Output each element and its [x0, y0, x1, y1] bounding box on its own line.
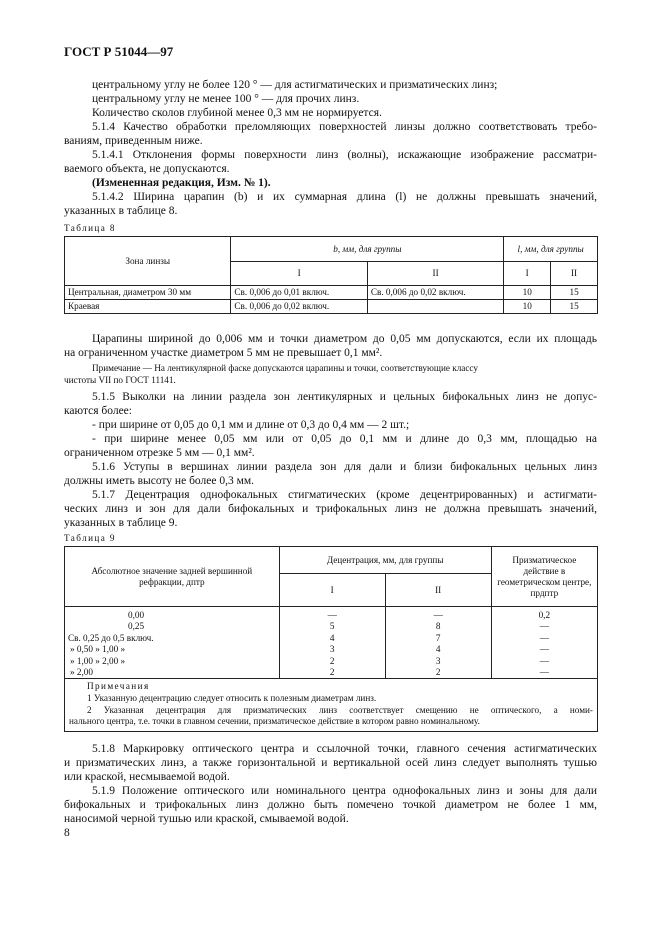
table-8: [64, 236, 598, 314]
table9-refraction-header: Абсолютное значение задней вершинной рефракции, дптр: [65, 547, 280, 607]
paragraph: должны иметь высоту не более 0,3 мм.: [64, 475, 255, 487]
table9-caption: Таблица 9: [64, 533, 116, 543]
paragraph: 5.1.7 Децентрация однофокальных стигматических (кроме децентрированных) и астигмати-: [92, 489, 597, 501]
table-cell: —: [539, 655, 549, 666]
table-row: [65, 300, 598, 314]
table8-b-group2: II: [367, 262, 503, 286]
table8-b-group1: I: [231, 262, 367, 286]
paragraph: 5.1.4.1 Отклонения формы поверхности линз (волны), искажающие изображение рассматри-: [92, 149, 597, 161]
table-cell: 3: [329, 644, 335, 655]
table9-group1: I: [279, 574, 385, 607]
paragraph: наносимой черной тушью или краской, смываемой водой.: [64, 813, 349, 825]
list-item: - при ширине менее 0,05 мм или от 0,05 до 0,1 мм и длине до 0,3 мм, площадью на: [92, 433, 597, 445]
document-header: ГОСТ Р 51044—97: [64, 44, 174, 59]
table-cell: —: [433, 610, 443, 620]
note: чистоты VII по ГОСТ 11141.: [64, 375, 176, 385]
table8-cell: 15: [551, 286, 598, 300]
paragraph: на ограниченном участке диаметром 5 мм не превышает 0,1 мм².: [64, 347, 383, 359]
page-number: 8: [64, 827, 70, 839]
table-cell: » 0,50 » 1,00 »: [70, 644, 126, 655]
table-cell: 2: [435, 667, 441, 678]
table9-group2: II: [385, 574, 491, 607]
paragraph: ваниям, приведенным ниже.: [64, 135, 203, 147]
table-cell: 3: [435, 655, 441, 666]
paragraph: 5.1.6 Уступы в вершинах линии раздела зон для дали и близи бифокальных цельных линз: [92, 461, 597, 473]
table-cell: 2: [329, 667, 335, 678]
table-cell: Св. 0,25 до 0,5 включ.: [68, 632, 154, 643]
paragraph: указанных в таблице 9.: [64, 517, 178, 529]
table9-refraction-cell: [65, 607, 280, 679]
paragraph: 5.1.9 Положение оптического или номинального центра однофокальных линз и зоны для дали: [92, 785, 597, 797]
table-cell: 0,25: [128, 621, 145, 632]
paragraph: ограниченном отрезке 5 мм — 0,1 мм².: [64, 447, 255, 459]
table-cell: » 1,00 » 2,00 »: [70, 655, 126, 666]
table-cell: 8: [435, 621, 441, 632]
paragraph: каются более:: [64, 405, 132, 417]
table9-notes-cell: [65, 679, 598, 731]
paragraph: Количество сколов глубиной менее 0,3 мм не нормируется.: [92, 107, 382, 119]
table9-prism-cell: [491, 607, 597, 679]
paragraph: 5.1.8 Маркировку оптического центра и ссылочной точки, главного сечения астигматических: [92, 743, 597, 755]
table-row: [65, 286, 598, 300]
table-cell: —: [327, 610, 337, 620]
table-cell: 5: [329, 621, 335, 632]
table-cell: 0,00: [128, 610, 145, 620]
amendment-note: (Измененная редакция, Изм. № 1).: [92, 177, 271, 189]
table-cell: 2: [329, 655, 335, 666]
table8-l-group1: I: [504, 262, 551, 286]
table-cell: —: [539, 667, 549, 678]
notes-title: Примечания: [87, 681, 150, 692]
paragraph: Царапины шириной до 0,006 мм и точки диаметром до 0,05 мм допускаются, если их площадь: [92, 333, 597, 345]
table8-cell: Св. 0,006 до 0,02 включ.: [367, 286, 503, 300]
table8-zone-header: Зона линзы: [65, 237, 231, 286]
table8-l-group2: II: [551, 262, 598, 286]
paragraph: ческих линз и зон для дали бифокальных и трифокальных линз не должна превышать значений,: [64, 503, 597, 515]
table8-l-header: l, мм, для группы: [504, 237, 598, 262]
table8-cell: 15: [551, 300, 598, 314]
table-cell: 4: [435, 644, 441, 655]
paragraph: 5.1.4 Качество обработки преломляющих поверхностей линзы должно соответствовать требо-: [92, 121, 597, 133]
table-cell: —: [539, 632, 549, 643]
table9-prism-header: Призматическое действие в геометрическом центре, прдптр: [491, 547, 597, 607]
table8-b-header: b, мм, для группы: [231, 237, 504, 262]
table8-cell: [367, 300, 503, 314]
table-cell: » 2,00: [70, 667, 93, 678]
table9-dec2-cell: [385, 607, 491, 679]
table8-cell: 10: [504, 286, 551, 300]
paragraph: или краской, несмываемой водой.: [64, 771, 230, 783]
table8-cell: 10: [504, 300, 551, 314]
table9-notes-row: [65, 679, 598, 731]
paragraph: 5.1.4.2 Ширина царапин (b) и их суммарная длина (l) не должны превышать значений,: [92, 191, 597, 203]
paragraph: и призматических линз, а также горизонтальной и вертикальной осей линз следует выполнять тушью: [64, 757, 597, 769]
table-cell: —: [539, 644, 549, 655]
note: нального центра, т.е. точки в главном сечении, призматическое действие в котором равно номинальному.: [69, 716, 480, 727]
table-cell: 7: [435, 632, 441, 643]
list-item: - при ширине от 0,05 до 0,1 мм и длине от 0,3 до 0,4 мм — 2 шт.;: [92, 419, 410, 431]
note: 1 Указанную децентрацию следует относить к полезным диаметрам линз.: [87, 693, 377, 704]
table-cell: —: [539, 621, 549, 632]
table-cell: 0,2: [538, 610, 551, 620]
paragraph: центральному углу не более 120 ° — для астигматических и призматических линз;: [92, 79, 498, 91]
table-9: [64, 546, 598, 732]
paragraph: ваемого объекта, не допускаются.: [64, 163, 230, 175]
paragraph: центральному углу не менее 100 ° — для прочих линз.: [92, 93, 360, 105]
note: Примечание — На лентикулярной фаске допускаются царапины и точки, соответствующие классу: [92, 363, 478, 373]
note: 2 Указанная децентрация для призматических линз соответствует смещению не оптического, а номи-: [87, 704, 593, 715]
table8-cell: Краевая: [65, 300, 231, 314]
table9-dec1-cell: [279, 607, 385, 679]
paragraph: 5.1.5 Выколки на линии раздела зон лентикулярных и цельных бифокальных линз не допус-: [92, 391, 597, 403]
paragraph: бифокальных и трифокальных линз должно быть помечено точкой диаметром не более 1 мм,: [64, 799, 597, 811]
table8-cell: Св. 0,006 до 0,01 включ.: [231, 286, 367, 300]
paragraph: указанных в таблице 8.: [64, 205, 178, 217]
table9-decentration-header: Децентрация, мм, для группы: [279, 547, 491, 574]
table8-cell: Св. 0,006 до 0,02 включ.: [231, 300, 367, 314]
table9-data-row: [65, 607, 598, 679]
table8-caption: Таблица 8: [64, 223, 116, 233]
table-cell: 4: [329, 632, 335, 643]
table8-cell: Центральная, диаметром 30 мм: [65, 286, 231, 300]
